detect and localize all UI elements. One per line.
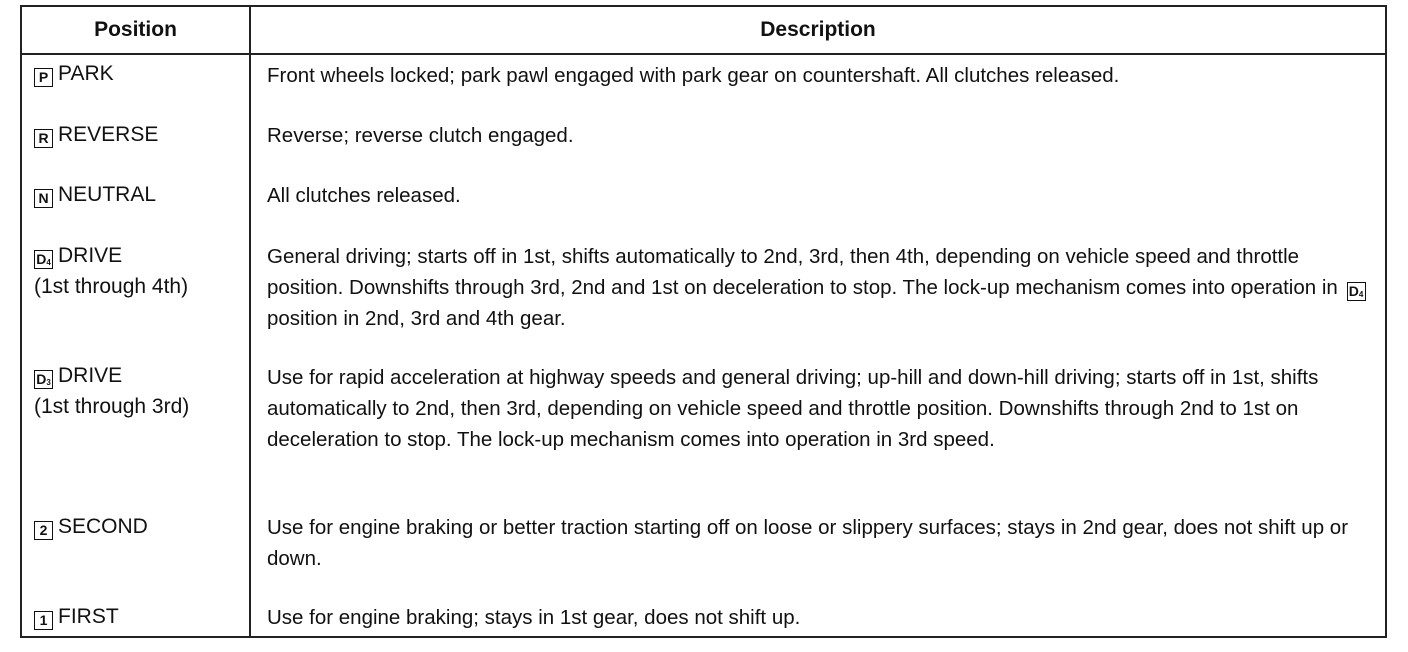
position-drive-d4 (34, 240, 244, 302)
position-second (34, 511, 244, 542)
reverse-badge-icon: R (34, 129, 53, 148)
description-first: Use for engine braking; stays in 1st gear, does not shift up. (267, 606, 801, 629)
position-label: NEUTRAL (58, 183, 157, 206)
position-park (34, 58, 244, 89)
shift-position-table (20, 5, 1387, 638)
position-reverse (34, 119, 244, 150)
position-label: PARK (58, 62, 114, 85)
header-description: Description (760, 18, 876, 41)
description-neutral: All clutches released. (267, 184, 461, 207)
description-drive-d4: General driving; starts off in 1st, shifts automatically to 2nd, 3rd, then 4th, depending on vehicle speed and throttle position. Downshifts through 3rd, 2nd and 1st on deceleration to stop. The lock-up mechanism comes into operation in $D_4$ position in 2nd, 3rd and 4th gear. (267, 241, 1377, 334)
neutral-badge-icon: N (34, 189, 53, 208)
header-divider (22, 53, 1385, 55)
description-park: Front wheels locked; park pawl engaged with park gear on countershaft. All clutches released. (267, 64, 1120, 87)
d3-badge-icon: $D_3$ (34, 370, 53, 389)
description-drive-d3: Use for rapid acceleration at highway speeds and general driving; up-hill and down-hill driving; starts off in 1st, shifts automatically to 2nd, then 3rd, depending on vehicle speed and throttle position. Downshifts through 2nd to 1st on deceleration to stop. The lock-up mechanism comes into operation in 3rd speed. (267, 366, 1319, 451)
position-label: FIRST (58, 605, 119, 628)
position-label: SECOND (58, 515, 148, 538)
position-drive-d3 (34, 360, 244, 422)
column-divider (249, 7, 251, 636)
description-second: Use for engine braking or better traction starting off on loose or slippery surfaces; stays in 2nd gear, does not shift up or down. (267, 516, 1349, 570)
d4-badge-icon: $D_4$ (34, 250, 53, 269)
position-label: DRIVE (58, 364, 123, 387)
position-sublabel: (1st through 3rd) (34, 395, 190, 418)
description-reverse: Reverse; reverse clutch engaged. (267, 124, 574, 147)
position-label: REVERSE (58, 123, 159, 146)
position-label: DRIVE (58, 244, 123, 267)
d4-inline-badge-icon: $D_4$ (1347, 282, 1366, 301)
header-position: Position (94, 18, 177, 41)
position-sublabel: (1st through 4th) (34, 275, 189, 298)
park-badge-icon: P (34, 68, 53, 87)
position-first (34, 601, 244, 632)
second-badge-icon: 2 (34, 521, 53, 540)
position-neutral (34, 179, 244, 210)
first-badge-icon: 1 (34, 611, 53, 630)
